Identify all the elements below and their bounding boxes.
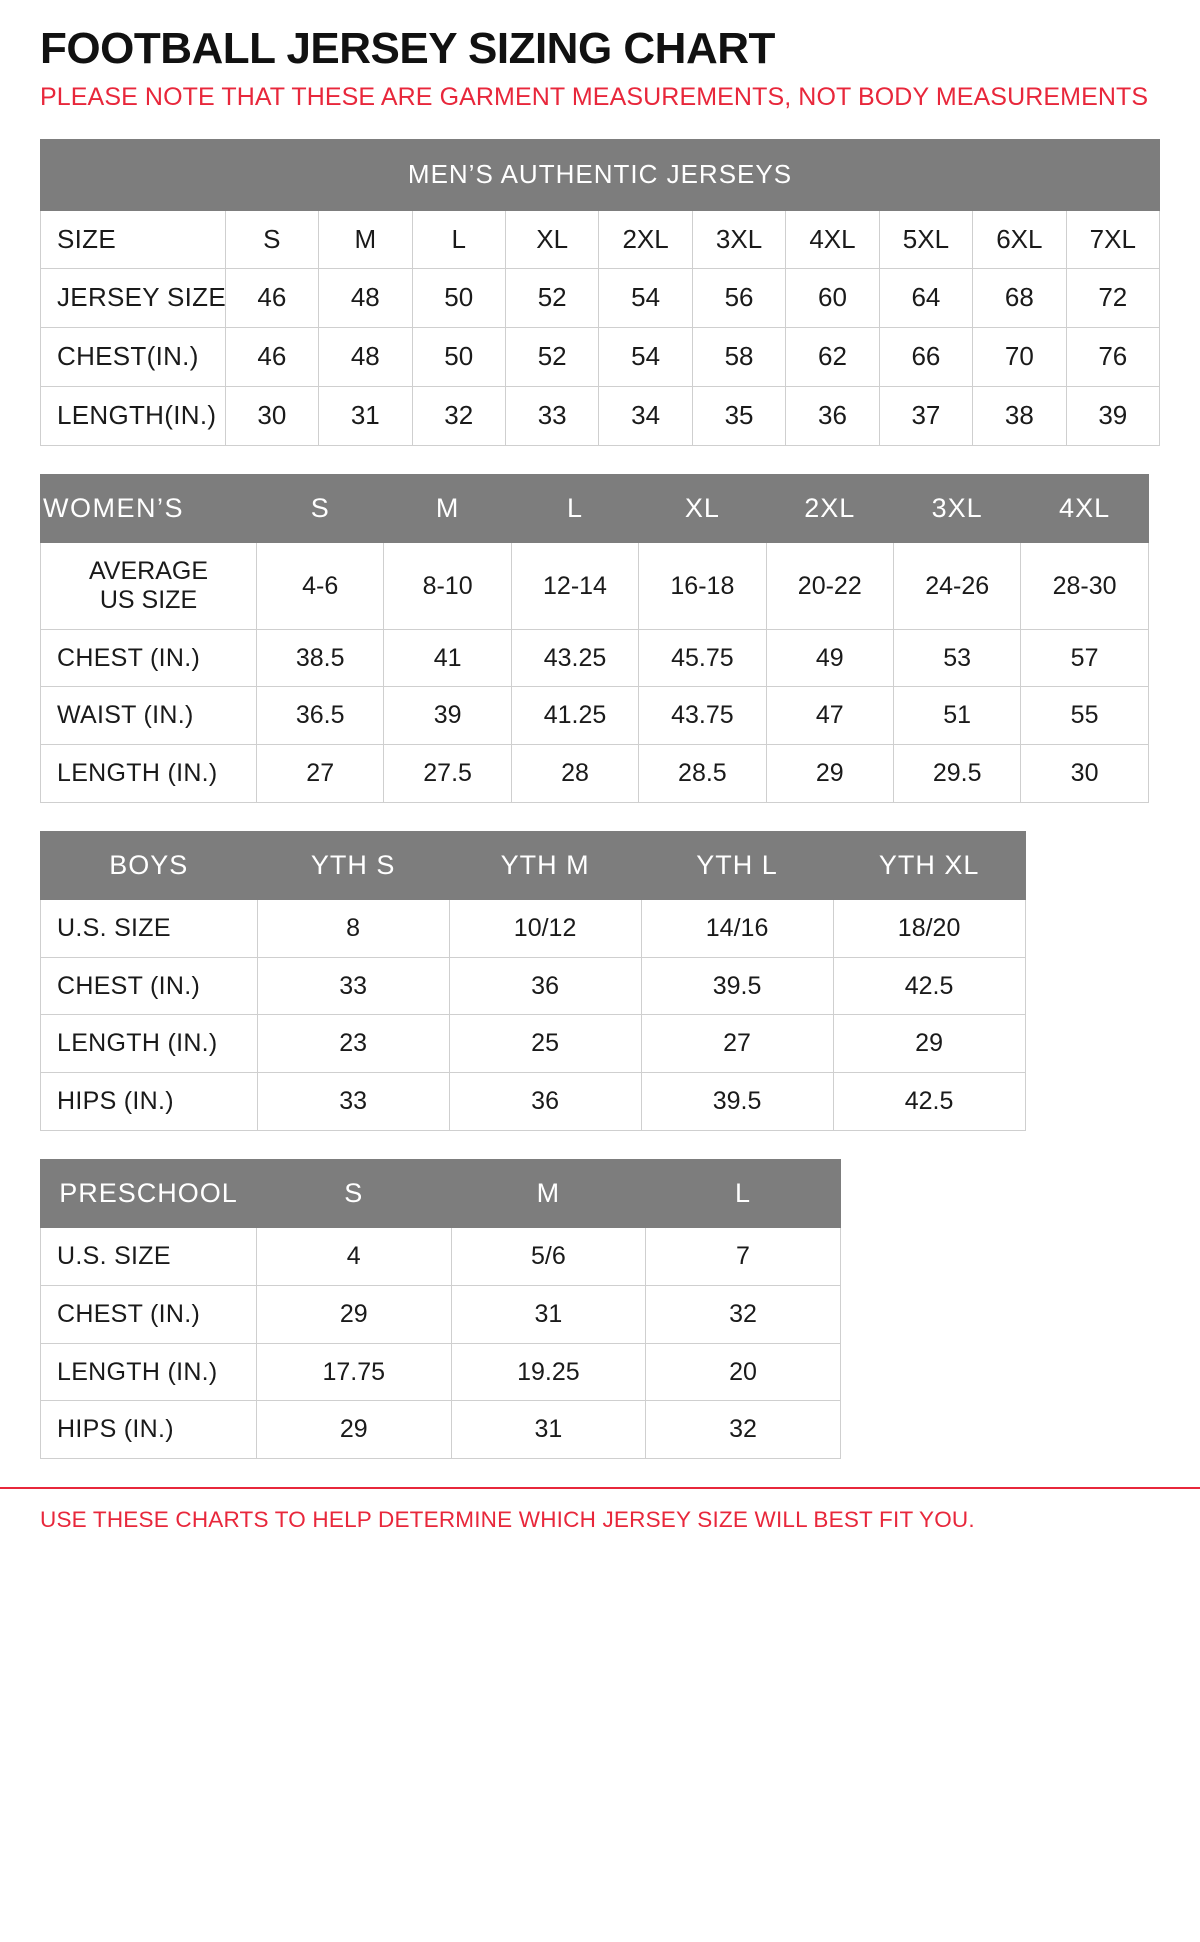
cell: 56	[692, 269, 785, 328]
cell: 31	[451, 1401, 646, 1459]
cell: 32	[646, 1401, 841, 1459]
cell: 4	[256, 1228, 451, 1286]
cell: 29	[256, 1401, 451, 1459]
footer-divider	[0, 1487, 1200, 1489]
cell: 68	[973, 269, 1066, 328]
cell: 29.5	[893, 745, 1020, 803]
cell: 5/6	[451, 1228, 646, 1286]
table-row	[41, 543, 1149, 630]
cell: 7	[646, 1228, 841, 1286]
row-label: LENGTH (IN.)	[41, 745, 257, 803]
cell: 36.5	[257, 687, 384, 745]
cell: 50	[412, 328, 505, 387]
row-label: CHEST (IN.)	[41, 957, 258, 1015]
cell: 27	[641, 1015, 833, 1073]
cell: 2XL	[599, 210, 692, 269]
table-row	[41, 210, 1160, 269]
cell: 48	[319, 328, 412, 387]
table-row	[41, 1228, 841, 1286]
womens-jerseys-table	[40, 474, 1149, 803]
table-row	[41, 1343, 841, 1401]
cell: 28.5	[639, 745, 766, 803]
table-row	[41, 687, 1149, 745]
row-label: LENGTH (IN.)	[41, 1015, 258, 1073]
cell: 64	[879, 269, 972, 328]
cell: 42.5	[833, 957, 1025, 1015]
cell: 31	[319, 387, 412, 446]
row-label: U.S. SIZE	[41, 899, 258, 957]
cell: 10/12	[449, 899, 641, 957]
cell: 16-18	[639, 543, 766, 630]
table-row	[41, 1401, 841, 1459]
table-row	[41, 1015, 1026, 1073]
cell: 17.75	[256, 1343, 451, 1401]
header-cell: M	[451, 1159, 646, 1227]
cell: 34	[599, 387, 692, 446]
cell: 25	[449, 1015, 641, 1073]
cell: 46	[225, 269, 318, 328]
cell: 60	[786, 269, 879, 328]
cell: 38	[973, 387, 1066, 446]
header-cell: XL	[639, 475, 766, 543]
cell: 27	[257, 745, 384, 803]
table-row	[41, 957, 1026, 1015]
cell: 52	[505, 269, 598, 328]
cell: 76	[1066, 328, 1159, 387]
row-label-line2: US SIZE	[99, 585, 198, 614]
cell: 31	[451, 1285, 646, 1343]
table-header-row	[41, 831, 1026, 899]
mens-authentic-jerseys-table	[40, 139, 1160, 446]
row-label-line1: AVERAGE	[88, 557, 209, 586]
table-row	[41, 328, 1160, 387]
cell: 58	[692, 328, 785, 387]
page-title: FOOTBALL JERSEY SIZING CHART	[40, 24, 775, 73]
table-row	[41, 269, 1160, 328]
cell: 46	[225, 328, 318, 387]
cell: 39	[1066, 387, 1159, 446]
measurement-note: PLEASE NOTE THAT THESE ARE GARMENT MEASUREMENTS, NOT BODY MEASUREMENTS	[40, 83, 1149, 112]
cell: 12-14	[511, 543, 638, 630]
preschool-header-label: PRESCHOOL	[41, 1159, 257, 1227]
cell: 41.25	[511, 687, 638, 745]
cell: 20-22	[766, 543, 893, 630]
header-cell: L	[511, 475, 638, 543]
cell: 38.5	[257, 629, 384, 687]
cell: 51	[893, 687, 1020, 745]
cell: 3XL	[692, 210, 785, 269]
row-label	[41, 543, 257, 630]
cell: 37	[879, 387, 972, 446]
cell: 23	[257, 1015, 449, 1073]
cell: 57	[1021, 629, 1148, 687]
row-label: LENGTH (IN.)	[41, 1343, 257, 1401]
cell: 35	[692, 387, 785, 446]
header-cell: 3XL	[893, 475, 1020, 543]
boys-header-label: BOYS	[41, 831, 258, 899]
footer-note: USE THESE CHARTS TO HELP DETERMINE WHICH JERSEY SIZE WILL BEST FIT YOU.	[40, 1507, 975, 1533]
row-label: U.S. SIZE	[41, 1228, 257, 1286]
table-row	[41, 387, 1160, 446]
cell: 36	[786, 387, 879, 446]
header-cell: S	[257, 475, 384, 543]
cell: 36	[449, 1073, 641, 1131]
cell: 8-10	[384, 543, 511, 630]
cell: 7XL	[1066, 210, 1159, 269]
header-cell: 4XL	[1021, 475, 1148, 543]
cell: 54	[599, 269, 692, 328]
cell: 29	[256, 1285, 451, 1343]
cell: 42.5	[833, 1073, 1025, 1131]
cell: L	[412, 210, 505, 269]
header-cell: L	[646, 1159, 841, 1227]
row-label: HIPS (IN.)	[41, 1401, 257, 1459]
cell: 45.75	[639, 629, 766, 687]
cell: XL	[505, 210, 598, 269]
cell: 39	[384, 687, 511, 745]
header-cell: YTH XL	[833, 831, 1025, 899]
cell: 18/20	[833, 899, 1025, 957]
table-row	[41, 1285, 841, 1343]
cell: 55	[1021, 687, 1148, 745]
cell: 70	[973, 328, 1066, 387]
table-banner-row	[41, 139, 1160, 210]
cell: 41	[384, 629, 511, 687]
row-label: CHEST(IN.)	[41, 328, 226, 387]
row-label: CHEST (IN.)	[41, 1285, 257, 1343]
cell: 5XL	[879, 210, 972, 269]
cell: 36	[449, 957, 641, 1015]
cell: 6XL	[973, 210, 1066, 269]
table-header-row	[41, 475, 1149, 543]
cell: 33	[257, 957, 449, 1015]
row-label: CHEST (IN.)	[41, 629, 257, 687]
mens-banner: MEN’S AUTHENTIC JERSEYS	[41, 139, 1160, 210]
cell: 43.75	[639, 687, 766, 745]
cell: 33	[505, 387, 598, 446]
cell: 8	[257, 899, 449, 957]
row-label: JERSEY SIZE	[41, 269, 226, 328]
cell: 72	[1066, 269, 1159, 328]
cell: 4-6	[257, 543, 384, 630]
cell: 32	[412, 387, 505, 446]
header-cell: S	[256, 1159, 451, 1227]
cell: 29	[766, 745, 893, 803]
cell: 4XL	[786, 210, 879, 269]
cell: S	[225, 210, 318, 269]
cell: 32	[646, 1285, 841, 1343]
header-cell: M	[384, 475, 511, 543]
boys-jerseys-table	[40, 831, 1026, 1131]
table-row	[41, 629, 1149, 687]
cell: 43.25	[511, 629, 638, 687]
cell: 14/16	[641, 899, 833, 957]
cell: 27.5	[384, 745, 511, 803]
cell: M	[319, 210, 412, 269]
cell: 66	[879, 328, 972, 387]
row-label: WAIST (IN.)	[41, 687, 257, 745]
cell: 62	[786, 328, 879, 387]
row-label: SIZE	[41, 210, 226, 269]
table-row	[41, 745, 1149, 803]
cell: 39.5	[641, 957, 833, 1015]
cell: 30	[1021, 745, 1148, 803]
header-cell: YTH M	[449, 831, 641, 899]
cell: 52	[505, 328, 598, 387]
cell: 29	[833, 1015, 1025, 1073]
cell: 28-30	[1021, 543, 1148, 630]
table-row	[41, 899, 1026, 957]
cell: 49	[766, 629, 893, 687]
header-cell: YTH L	[641, 831, 833, 899]
cell: 30	[225, 387, 318, 446]
row-label: LENGTH(IN.)	[41, 387, 226, 446]
header-cell: 2XL	[766, 475, 893, 543]
cell: 20	[646, 1343, 841, 1401]
cell: 39.5	[641, 1073, 833, 1131]
row-label: HIPS (IN.)	[41, 1073, 258, 1131]
cell: 50	[412, 269, 505, 328]
cell: 24-26	[893, 543, 1020, 630]
table-row	[41, 1073, 1026, 1131]
cell: 54	[599, 328, 692, 387]
preschool-jerseys-table	[40, 1159, 841, 1459]
cell: 33	[257, 1073, 449, 1131]
table-header-row	[41, 1159, 841, 1227]
womens-header-label: WOMEN’S	[41, 475, 257, 543]
cell: 53	[893, 629, 1020, 687]
cell: 19.25	[451, 1343, 646, 1401]
cell: 47	[766, 687, 893, 745]
header-cell: YTH S	[257, 831, 449, 899]
cell: 28	[511, 745, 638, 803]
cell: 48	[319, 269, 412, 328]
